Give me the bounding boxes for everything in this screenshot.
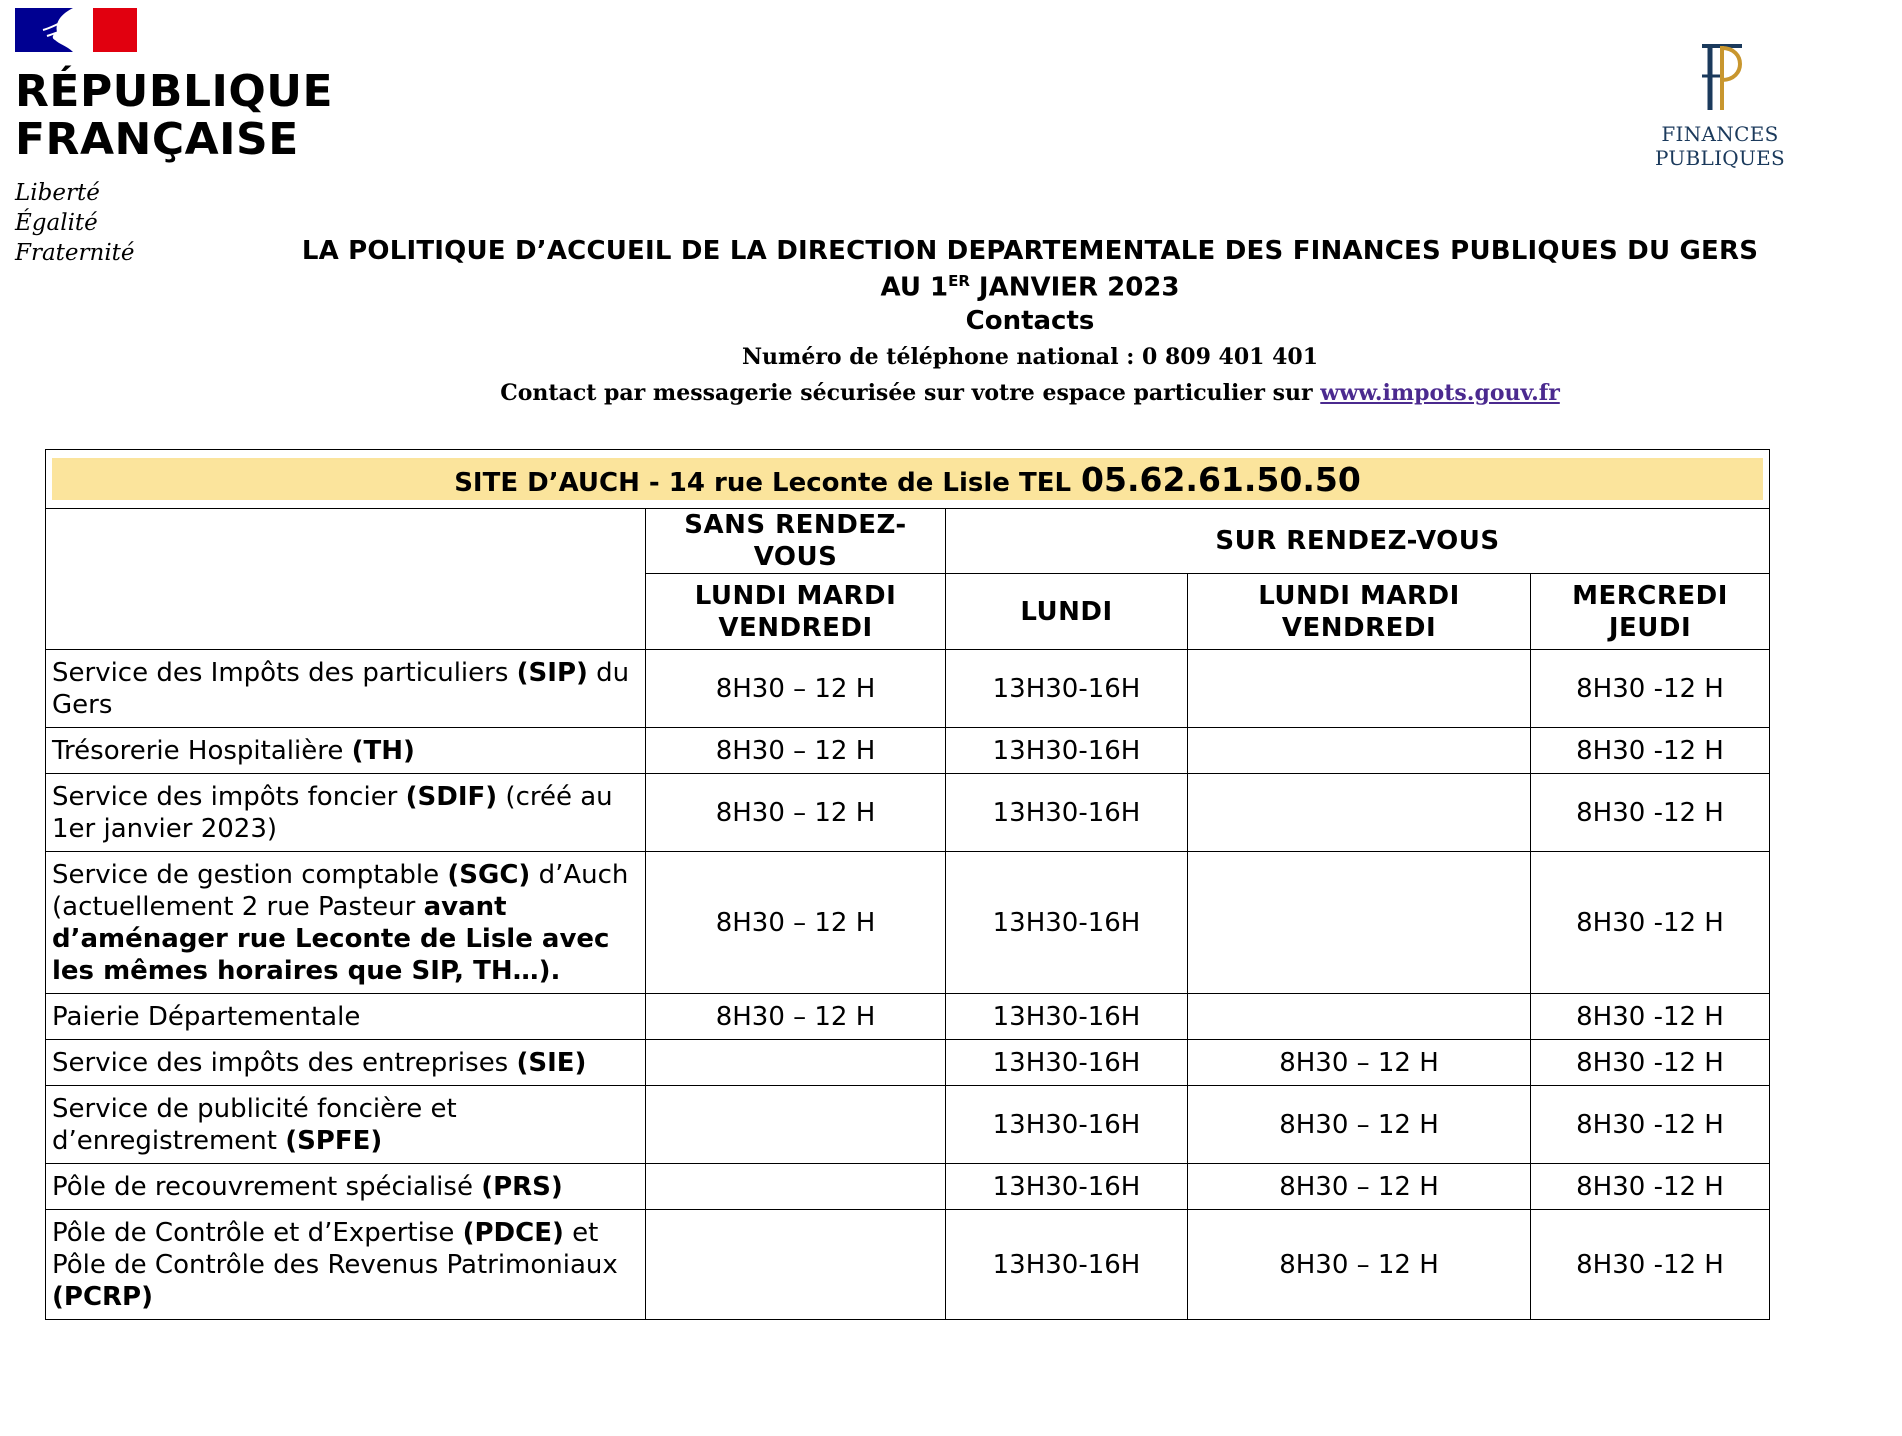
finances-publiques-logo [1600,40,1840,170]
table-row [46,1210,1770,1320]
service-name-part: Pôle de recouvrement spécialisé [52,1171,482,1202]
marianne-flag-icon [15,8,137,52]
schedule-cell: 8H30 -12 H [1531,650,1770,728]
devise-fraternite: Fraternité [15,240,135,266]
schedule-cell: 8H30 – 12 H [1188,1210,1531,1320]
col-mercredi-jeudi [1531,574,1770,650]
col-lundi: LUNDI [946,574,1188,650]
service-name-part: Paierie Départementale [52,1001,361,1032]
schedule-cell: 13H30-16H [946,650,1188,728]
francaise-line: FRANÇAISE [15,114,299,165]
schedule-cell: 13H30-16H [946,1210,1188,1320]
service-name-cell [46,1040,646,1086]
schedule-cell: 13H30-16H [946,1164,1188,1210]
schedule-cell: 8H30 – 12 H [1188,1164,1531,1210]
service-name-part: avant d’aménager rue Leconte de Lisle avec les mêmes horaires que SIP, TH…). [52,891,610,986]
schedule-cell: 13H30-16H [946,728,1188,774]
finances-publiques-emblem-icon [1680,40,1760,116]
service-name-part: (SGC) [447,859,531,890]
empty-corner-cell [46,509,646,650]
service-name-part: d’Auch (actuellement 2 rue Pasteur [52,859,629,922]
schedule-cell: 8H30 -12 H [1531,852,1770,994]
message-text: Contact par messagerie sécurisée sur votre espace particulier sur [500,380,1321,406]
service-name-part: Service des impôts des entreprises [52,1047,517,1078]
impots-link[interactable]: www.impots.gouv.fr [1320,380,1560,406]
message-line [300,380,1760,406]
republique-line: RÉPUBLIQUE [15,66,334,117]
site-phone: 05.62.61.50.50 [1081,460,1361,499]
devise-liberte: Liberté [15,180,100,206]
schedule-cell: 8H30 – 12 H [1188,1086,1531,1164]
devise [15,178,315,268]
col-header-line: VENDREDI [718,612,873,643]
service-name-part: Service de publicité foncière et d’enregistrement [52,1093,457,1156]
schedule-cell: 13H30-16H [946,852,1188,994]
service-name-part: et Pôle de Contrôle des Revenus Patrimoniaux [52,1217,618,1280]
schedule-cell: 13H30-16H [946,994,1188,1040]
schedule-body [46,650,1770,1320]
schedule-cell [646,1164,946,1210]
col-header-line: LUNDI MARDI [694,580,897,611]
site-address: SITE D’AUCH - 14 rue Leconte de Lisle TEL [454,468,1072,498]
table-row [46,774,1770,852]
schedule-cell: 8H30 – 12 H [646,852,946,994]
phone-line: Numéro de téléphone national : 0 809 401 401 [741,344,1319,370]
service-name-cell [46,994,646,1040]
service-name-part: (SIE) [516,1047,587,1078]
col-lundi-mardi-vendredi-sur [1188,574,1531,650]
service-name-part: (SDIF) [405,781,498,812]
group-sur-rendez-vous: SUR RENDEZ-VOUS [946,509,1770,574]
service-name-part: Service de gestion comptable [52,859,448,890]
group-sans-rendez-vous: SANS RENDEZ-VOUS [646,509,946,574]
service-name-cell [46,1210,646,1320]
service-name-part: du Gers [52,657,630,720]
table-row [46,1086,1770,1164]
schedule-cell [646,1040,946,1086]
site-banner [52,458,1763,500]
col-header-line: JEUDI [1608,612,1692,643]
schedule-cell: 13H30-16H [946,1040,1188,1086]
table-row [46,852,1770,994]
schedule-cell: 8H30 -12 H [1531,1164,1770,1210]
table-row [46,1164,1770,1210]
col-header-line: LUNDI MARDI [1258,580,1460,611]
schedule-cell [646,1210,946,1320]
date-line [300,272,1760,303]
republique-francaise-logo [15,8,334,268]
table-row [46,1040,1770,1086]
date-suffix: JANVIER 2023 [969,272,1180,303]
service-name-part: Pôle de Contrôle et d’Expertise [52,1217,463,1248]
date-superscript: ER [948,272,970,290]
col-lundi-mardi-vendredi-sans [646,574,946,650]
schedule-cell [1188,650,1531,728]
service-name-part: (créé au 1er janvier 2023) [52,781,613,844]
schedule-cell: 8H30 – 12 H [646,728,946,774]
service-name-part: (PDCE) [462,1217,564,1248]
schedule-cell: 8H30 -12 H [1531,1210,1770,1320]
schedule-cell [1188,852,1531,994]
service-name-part: Trésorerie Hospitalière [52,735,352,766]
schedule-cell: 8H30 -12 H [1531,1040,1770,1086]
schedule-cell [1188,774,1531,852]
schedule-cell: 13H30-16H [946,774,1188,852]
schedule-cell: 8H30 -12 H [1531,728,1770,774]
service-name-part: (PRS) [481,1171,563,1202]
col-header-line: MERCREDI [1572,580,1728,611]
service-name-part: (SPFE) [285,1125,383,1156]
schedule-cell [646,1086,946,1164]
service-name-cell [46,1086,646,1164]
service-name-cell [46,650,646,728]
schedule-cell: 8H30 – 12 H [646,994,946,1040]
schedule-cell: 13H30-16H [946,1086,1188,1164]
schedule-cell: 8H30 – 12 H [1188,1040,1531,1086]
service-name-cell [46,774,646,852]
schedule-cell: 8H30 -12 H [1531,1086,1770,1164]
service-name-part: (TH) [351,735,415,766]
schedule-cell [1188,728,1531,774]
site-banner-cell [46,450,1770,509]
schedule-cell: 8H30 -12 H [1531,994,1770,1040]
service-name-cell [46,1164,646,1210]
schedule-table [45,449,1770,1320]
table-row [46,650,1770,728]
schedule-cell: 8H30 – 12 H [646,774,946,852]
table-row [46,994,1770,1040]
service-name-cell [46,728,646,774]
page-title: LA POLITIQUE D’ACCUEIL DE LA DIRECTION DEPARTEMENTALE DES FINANCES PUBLIQUES DU GERS [301,236,1759,266]
schedule-cell: 8H30 -12 H [1531,774,1770,852]
service-name-cell [46,852,646,994]
service-name-part: (PCRP) [52,1281,153,1312]
service-name-part: Service des impôts foncier [52,781,406,812]
date-prefix: AU 1 [880,272,949,303]
schedule-cell: 8H30 – 12 H [646,650,946,728]
col-header-line: VENDREDI [1281,612,1437,643]
service-name-part: Service des Impôts des particuliers [52,657,517,688]
schedule-cell [1188,994,1531,1040]
contacts-heading: Contacts [965,306,1095,336]
devise-egalite: Égalité [15,210,98,236]
service-name-part: (SIP) [516,657,588,688]
table-row [46,728,1770,774]
finances-publiques-text: FINANCES PUBLIQUES [1654,122,1786,170]
